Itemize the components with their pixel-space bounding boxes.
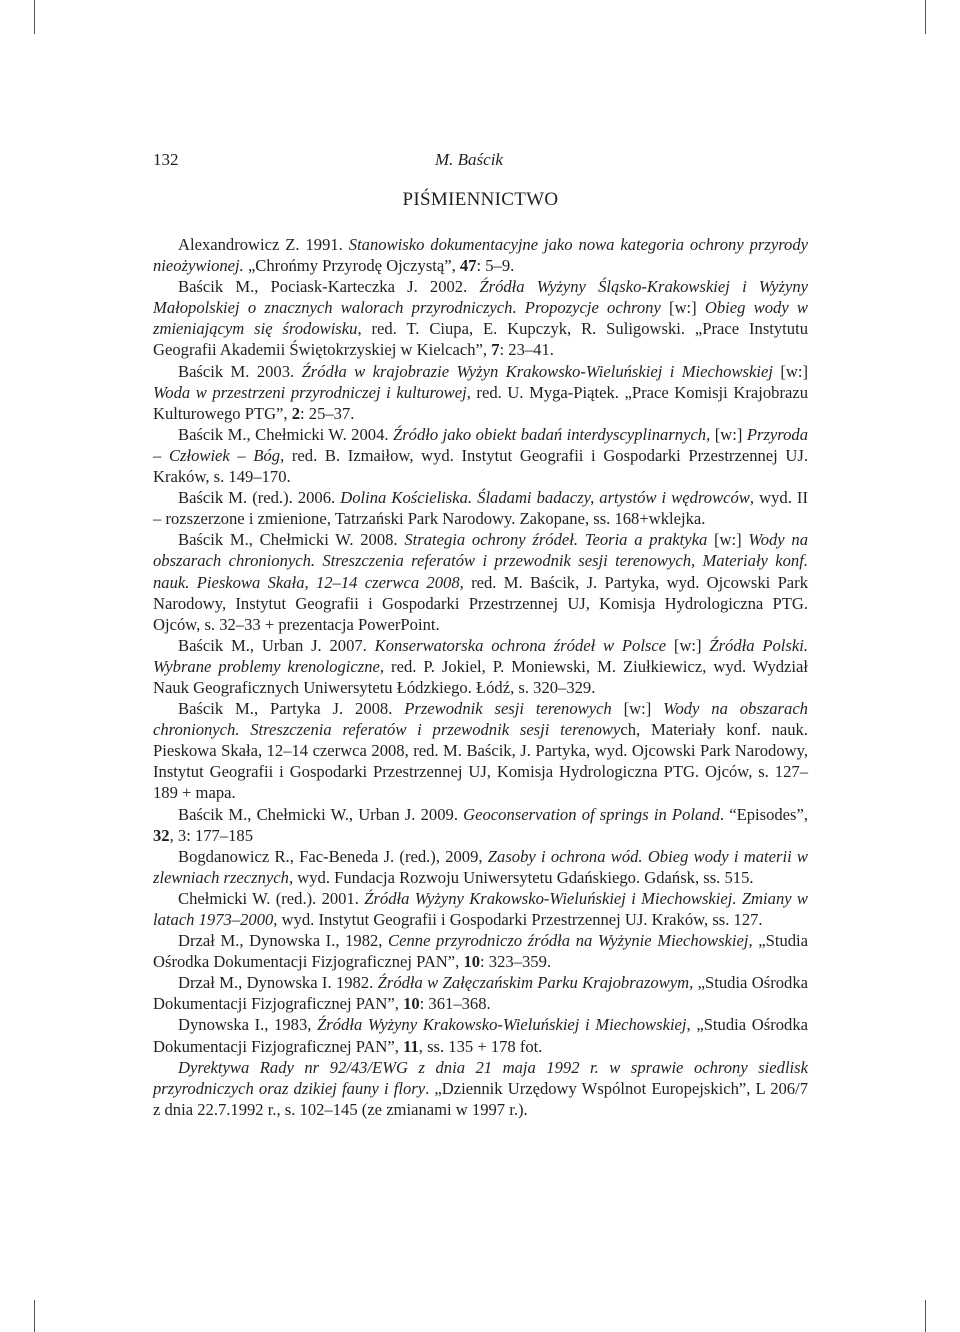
- reference-text: : 25–37.: [300, 403, 355, 423]
- reference-text: . “Episodes”,: [719, 804, 809, 824]
- reference-text: , red. M. Baścik, J. Partyka, wyd. Ojcowski Park Narodowy, Instytut Geografii i Gospodarki Przestrzennej UJ, Komisja Hydrologiczna PTG. Ojców, s. 32–33 + prezentacja PowerPoint.: [153, 572, 808, 634]
- reference-text: , red. U. Myga-Piątek. „Prace Komisji Krajobrazu Kulturowego PTG”,: [153, 382, 808, 423]
- reference-volume: 7: [491, 340, 500, 360]
- reference-entry: [153, 487, 808, 529]
- reference-title: Konserwatorska ochrona źródeł w Polsce: [374, 635, 667, 655]
- reference-volume: 11: [403, 1036, 419, 1056]
- reference-text: : 361–368.: [419, 994, 491, 1014]
- reference-text: Baścik M., Chełmicki W., Urban J. 2009.: [178, 804, 464, 824]
- reference-text: , red. P. Jokiel, P. Moniewski, M. Ziułkiewicz, wyd. Wydział Nauk Geograficznych Uniwersytetu Łódzkiego. Łódź, s. 320–329.: [153, 656, 809, 697]
- reference-entry: [153, 234, 808, 276]
- reference-title: Wody na obszarach chronionych. Streszczenia referatów i przewodnik sesji terenowy: [153, 699, 808, 740]
- reference-title: Źródła Polski. Wybrane problemy krenologiczne: [153, 635, 808, 676]
- reference-text: „Studia Ośrodka Dokumentacji Fizjograficznej PAN”,: [153, 973, 808, 1014]
- reference-text: : 5–9.: [476, 256, 515, 276]
- reference-text: Dynowska I., 1983,: [178, 1015, 318, 1035]
- reference-text: , 3: 177–185: [169, 825, 254, 845]
- reference-text: . „Dziennik Urzędowy Wspólnot Europejskich”, L 206/7 z dnia 22.7.1992 r., s. 102–145 (ze zmianami w 1997 r.).: [153, 1078, 808, 1119]
- reference-text: ch, Materiały konf. nauk. Pieskowa Skała, 12–14 czerwca 2008, red. M. Baścik, J. Partyka, wyd. Ojcowski Park Narodowy, Instytut Geografii i Gospodarki Przestrzennej UJ, Komisja Hydrologiczna PTG. Ojców, s. 127–189 + mapa.: [153, 720, 808, 803]
- reference-entry: [153, 972, 808, 1014]
- reference-text: , wyd. II – rozszerzone i zmienione, Tatrzański Park Narodowy. Zakopane, ss. 168+wklejka.: [153, 488, 808, 529]
- crop-mark-bottom-right: [925, 1300, 926, 1332]
- page-header: [153, 150, 808, 176]
- reference-text: Baścik M., Urban J. 2007.: [178, 635, 375, 655]
- reference-entry: [153, 804, 808, 846]
- reference-list: [153, 234, 808, 1120]
- reference-text: „Studia Ośrodka Dokumentacji Fizjograficznej PAN”,: [153, 931, 809, 972]
- reference-text: Chełmicki W. (red.). 2001.: [178, 888, 365, 908]
- reference-text: „Chrońmy Przyrodę Ojczystą”,: [243, 256, 460, 276]
- reference-text: Alexandrowicz Z. 1991.: [178, 235, 349, 254]
- reference-title: Źródła Wyżyny Śląsko-Krakowskiej i Wyżyny Małopolskiej o znacznych walorach przyrodniczych. Propozycje ochrony: [153, 277, 808, 318]
- reference-text: [w:]: [660, 298, 705, 318]
- reference-title: Przyroda – Człowiek – Bóg: [153, 424, 808, 465]
- reference-entry: [153, 529, 808, 634]
- reference-text: [w:]: [710, 424, 747, 444]
- running-head: M. Baścik: [435, 150, 503, 169]
- reference-entry: [153, 698, 808, 803]
- reference-text: Drzał M., Dynowska I. 1982.: [178, 973, 378, 993]
- reference-text: Baścik M., Partyka J. 2008.: [178, 699, 405, 719]
- reference-title: Źródła w krajobrazie Wyżyn Krakowsko-Wieluńskiej i Miechowskiej: [301, 361, 773, 381]
- reference-text: Baścik M. 2003.: [178, 361, 302, 381]
- reference-text: Baścik M. (red.). 2006.: [178, 488, 341, 508]
- section-title: PIŚMIENNICTWO: [402, 189, 559, 210]
- reference-title: Źródła w Załęczańskim Parku Krajobrazowym,: [377, 973, 694, 993]
- crop-mark-top-left: [34, 0, 35, 34]
- reference-title: Dyrektywa Rady nr 92/43/EWG z dnia 21 maja 1992 r. w sprawie ochrony siedlisk przyrodniczych oraz dzikiej fauny i flory: [153, 1057, 808, 1098]
- reference-entry: [153, 930, 808, 972]
- reference-text: Baścik M., Chełmicki W. 2004.: [178, 424, 393, 444]
- page-number: 132: [153, 150, 179, 169]
- reference-entry: [153, 276, 808, 360]
- reference-title: Przewodnik sesji terenowych: [404, 699, 612, 719]
- reference-title: Geoconservation of springs in Poland: [463, 804, 720, 824]
- reference-text: Drzał M., Dynowska I., 1982,: [178, 931, 389, 951]
- crop-mark-top-right: [925, 0, 926, 34]
- reference-volume: 10: [463, 952, 481, 972]
- reference-title: Woda w przestrzeni przyrodniczej i kulturowej: [153, 382, 467, 402]
- reference-title: Zasoby i ochrona wód. Obieg wody i materii w zlewniach rzecznych,: [153, 846, 808, 887]
- crop-mark-bottom-left: [34, 1300, 35, 1332]
- reference-entry: [153, 846, 808, 888]
- reference-entry: [153, 1057, 808, 1120]
- reference-text: , wyd. Instytut Geografii i Gospodarki Przestrzennej UJ. Kraków, ss. 127.: [273, 910, 763, 929]
- reference-title: Źródła Wyżyny Krakowsko-Wieluńskiej i Miechowskiej: [317, 1015, 687, 1035]
- reference-title: Obieg wody w zmieniającym się środowisku: [153, 298, 808, 339]
- reference-title: Strategia ochrony źródeł. Teoria a praktyka: [404, 530, 708, 550]
- reference-volume: 2: [291, 403, 301, 423]
- reference-entry: [153, 424, 808, 487]
- reference-text: [w:]: [666, 635, 710, 655]
- reference-volume: 10: [403, 994, 420, 1014]
- reference-text: Baścik M., Pociask-Karteczka J. 2002.: [178, 277, 480, 297]
- reference-text: wyd. Fundacja Rozwoju Uniwersytetu Gdańskiego. Gdańsk, ss. 515.: [293, 867, 754, 887]
- reference-text: , ss. 135 + 178 fot.: [418, 1036, 543, 1056]
- reference-volume: 47: [459, 256, 477, 276]
- reference-text: , red. T. Ciupa, E. Kupczyk, R. Suligowski. „Prace Instytutu Geografii Akademii Świętokrzyskiej w Kielcach”,: [153, 319, 808, 360]
- reference-text: , red. B. Izmaiłow, wyd. Instytut Geografii i Gospodarki Przestrzennej UJ. Kraków, s. 149–170.: [153, 445, 808, 487]
- reference-text: [w:]: [707, 530, 749, 550]
- reference-text: Baścik M., Chełmicki W. 2008.: [178, 530, 405, 550]
- reference-entry: [153, 888, 808, 930]
- reference-title: Stanowisko dokumentacyjne jako nowa kategoria ochrony przyrody nieożywionej.: [153, 235, 808, 276]
- reference-entry: [153, 635, 808, 698]
- reference-text: : 323–359.: [480, 952, 552, 972]
- reference-title: Wody na obszarach chronionych. Streszczenia referatów i przewodnik sesji terenowych, Materiały konf. nauk. Pieskowa Skała, 12–14 czerwca 2008: [153, 530, 808, 592]
- reference-text: , „Studia Ośrodka Dokumentacji Fizjograficznej PAN”,: [153, 1015, 808, 1056]
- reference-text: [w:]: [772, 361, 808, 381]
- reference-text: Bogdanowicz R., Fac-Beneda J. (red.), 2009,: [178, 846, 488, 866]
- reference-text: : 23–41.: [499, 340, 554, 360]
- reference-title: Dolina Kościeliska. Śladami badaczy, artystów i wędrowców: [340, 488, 750, 508]
- reference-volume: 32: [153, 825, 170, 845]
- reference-entry: [153, 1014, 808, 1056]
- reference-text: [w:]: [611, 699, 664, 719]
- reference-title: Źródło jako obiekt badań interdyscyplinarnych,: [393, 424, 711, 444]
- reference-entry: [153, 361, 808, 424]
- reference-title: Cenne przyrodniczo źródła na Wyżynie Miechowskiej,: [388, 931, 753, 951]
- reference-title: Źródła Wyżyny Krakowsko-Wieluńskiej i Miechowskiej. Zmiany w latach 1973–2000: [153, 888, 808, 929]
